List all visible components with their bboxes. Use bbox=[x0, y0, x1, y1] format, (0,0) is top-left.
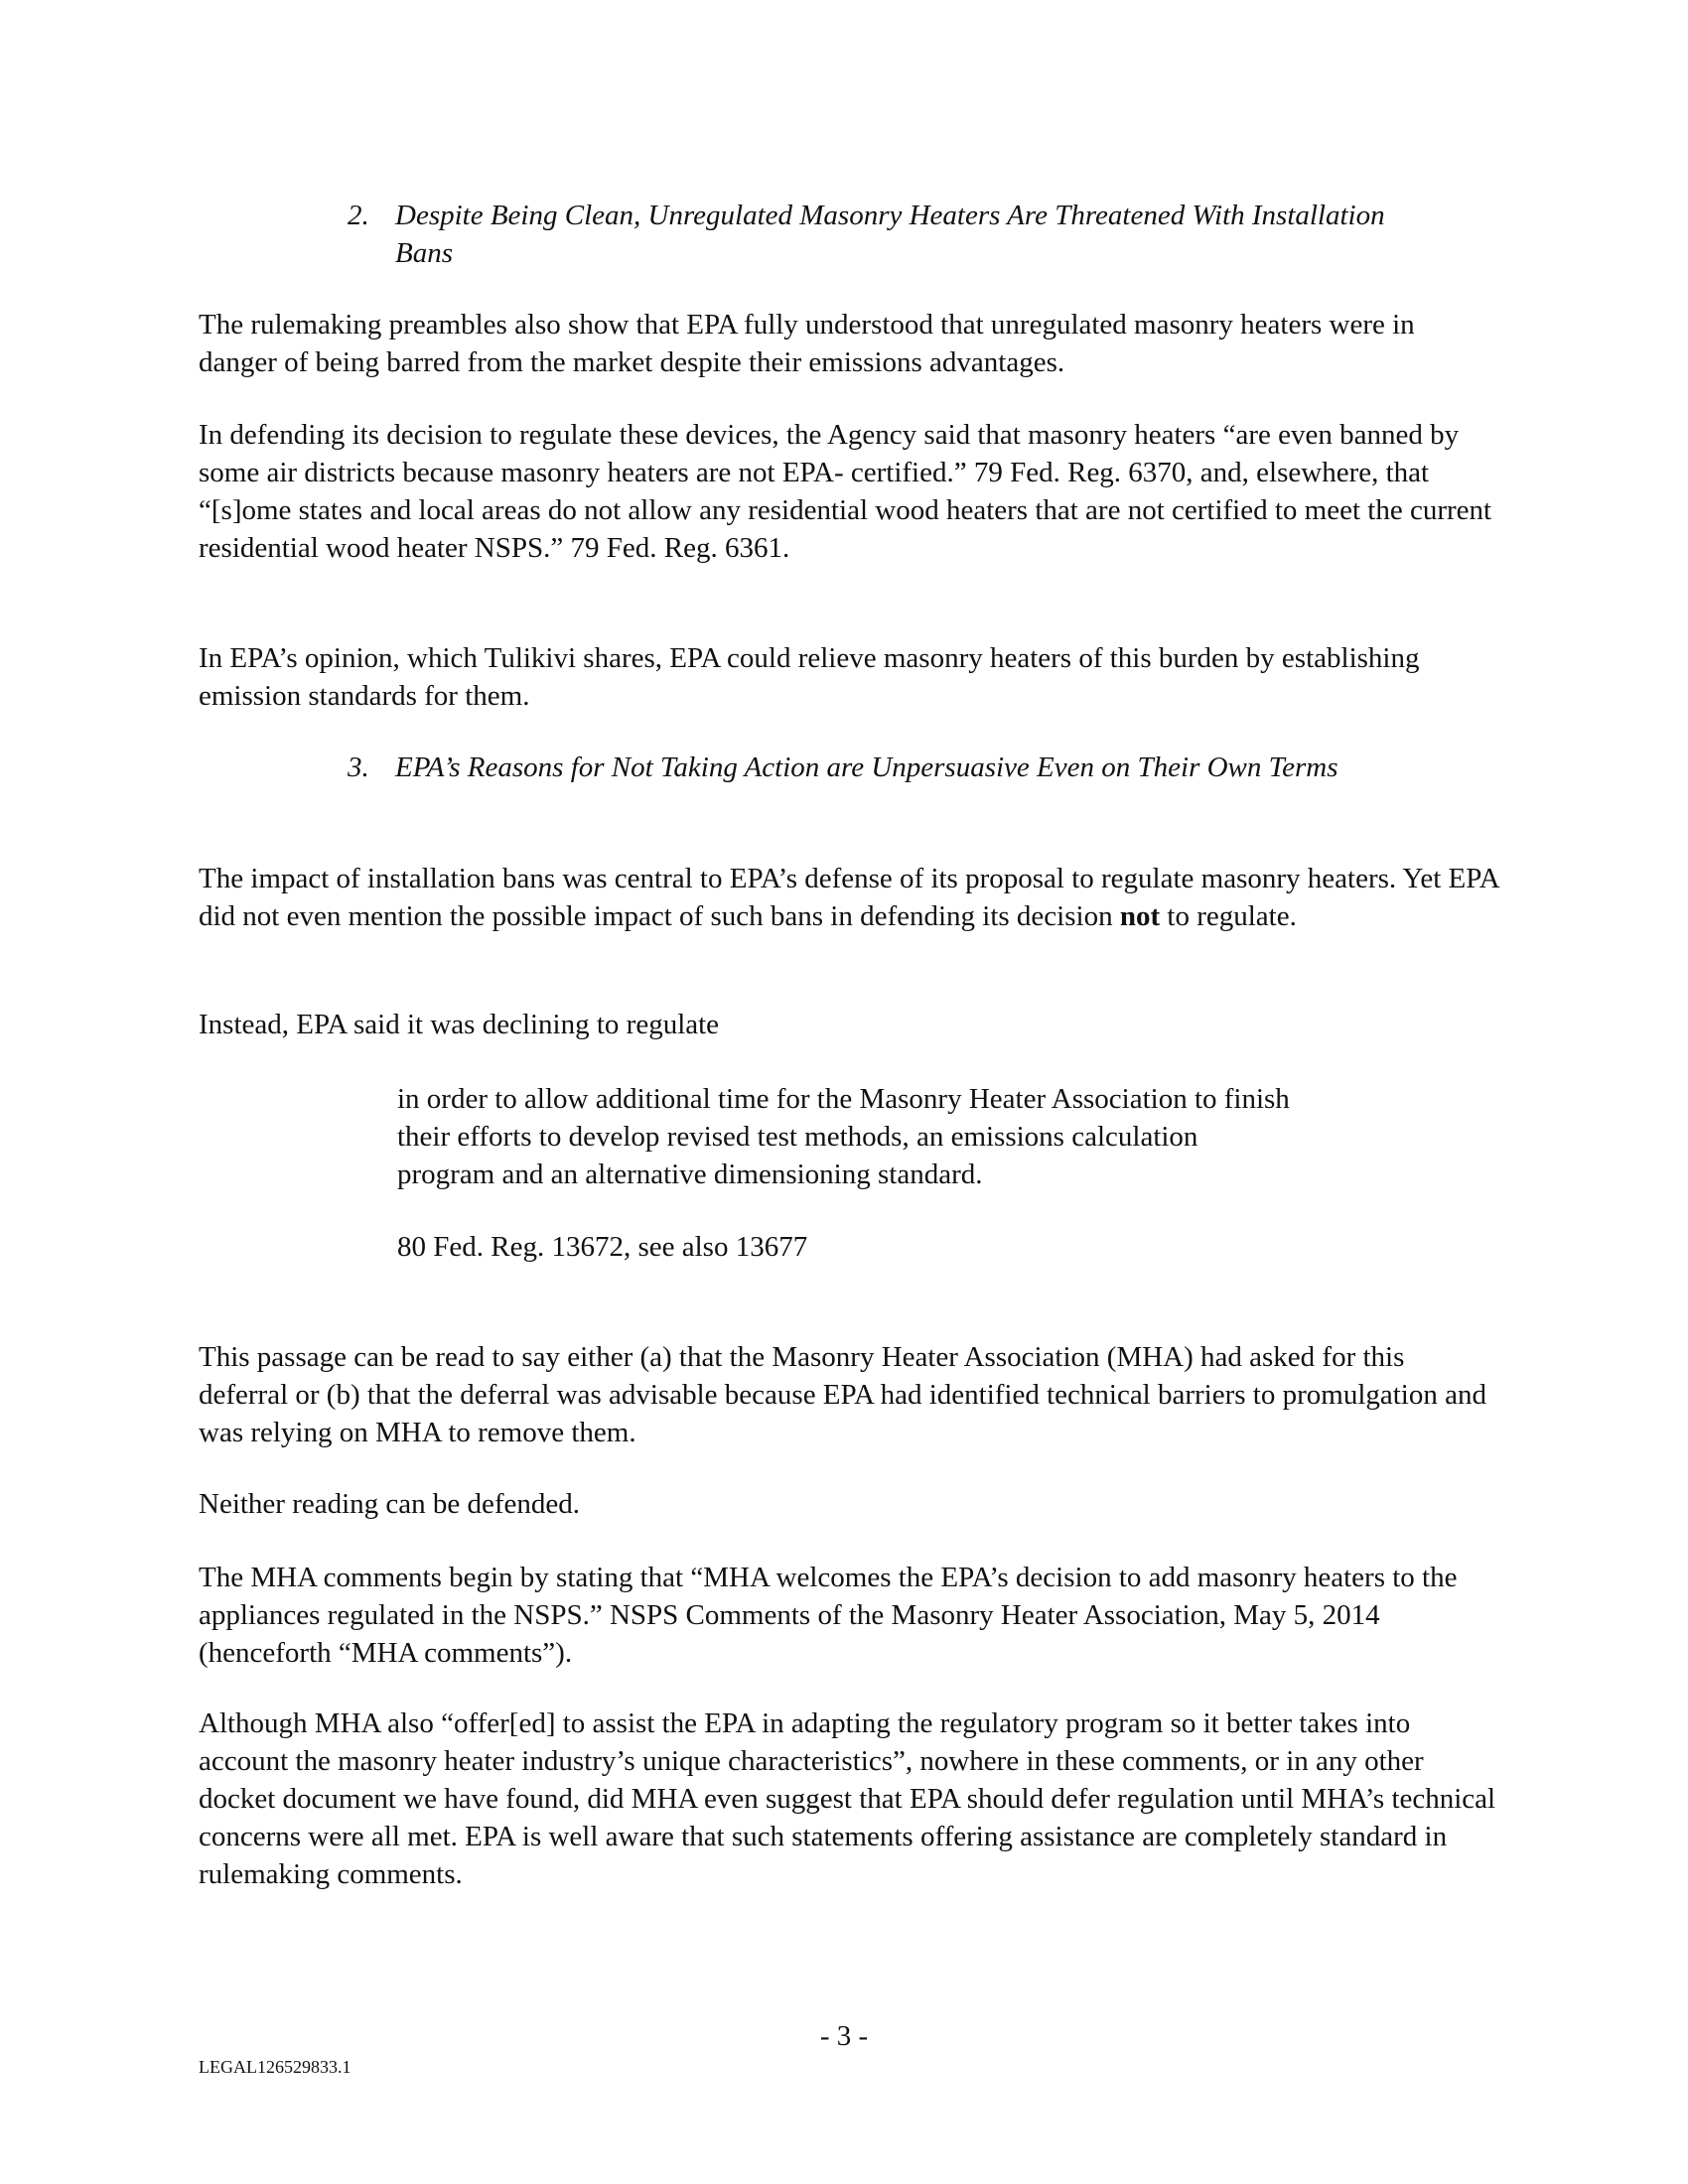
paragraph-rulemaking-preambles: The rulemaking preambles also show that EPA fully understood that unregulated masonry heaters were in danger of being barred from the market despite their emissions advantages. bbox=[199, 309, 1415, 378]
paragraph-neither-reading: Neither reading can be defended. bbox=[199, 1488, 581, 1520]
text-run: to regulate. bbox=[1160, 900, 1297, 932]
block-quote: in order to allow additional time for the Masonry Heater Association to finish their efforts to develop revised test methods, an emissions calculation program and an alternative dimensioning standard. bbox=[397, 1083, 1290, 1190]
heading-text: Despite Being Clean, Unregulated Masonry Heaters Are Threatened With Installation Bans bbox=[395, 200, 1385, 269]
paragraph-instead: Instead, EPA said it was declining to regulate bbox=[199, 1009, 720, 1040]
heading-text: EPA’s Reasons for Not Taking Action are Unpersuasive Even on Their Own Terms bbox=[395, 751, 1338, 783]
document-id: LEGAL126529833.1 bbox=[199, 2057, 352, 2077]
paragraph-impact-of-bans bbox=[199, 860, 1499, 935]
section-heading-3 bbox=[348, 749, 1440, 786]
paragraph-although-mha: Although MHA also “offer[ed] to assist the EPA in adapting the regulatory program so it better takes into account the masonry heater industry’s unique characteristics”, nowhere in these comments, or in any other docket document we have found, did MHA even suggest that EPA should defer regulation until MHA’s technical concerns were all met. EPA is well aware that such statements offering assistance are completely standard in rulemaking comments. bbox=[199, 1707, 1496, 1890]
heading-number: 2. bbox=[348, 200, 369, 231]
quote-citation: 80 Fed. Reg. 13672, see also 13677 bbox=[397, 1231, 808, 1263]
paragraph-mha-comments: The MHA comments begin by stating that “MHA welcomes the EPA’s decision to add masonry heaters to the appliances regulated in the NSPS.” NSPS Comments of the Masonry Heater Association, May 5, 2014 (henceforth “MHA comments”). bbox=[199, 1562, 1458, 1669]
paragraph-defending-decision: In defending its decision to regulate these devices, the Agency said that masonry heaters “are even banned by some air districts because masonry heaters are not EPA- certified.” 79 Fed. Reg. 6370, and, elsewhere, that “[s]ome states and local areas do not allow any residential wood heaters that are not certified to meet the current residential wood heater NSPS.” 79 Fed. Reg. 6361. bbox=[199, 419, 1492, 564]
emphasis-not: not bbox=[1119, 900, 1161, 932]
paragraph-epa-opinion: In EPA’s opinion, which Tulikivi shares, EPA could relieve masonry heaters of this burden by establishing emission standards for them. bbox=[199, 642, 1420, 712]
section-heading-2 bbox=[348, 197, 1440, 272]
text-run: The impact of installation bans was central to EPA’s defense of its proposal to regulate masonry heaters. Yet EPA did not even mention the possible impact of such bans in defending its decision bbox=[199, 863, 1499, 932]
paragraph-passage-reading: This passage can be read to say either (a) that the Masonry Heater Association (MHA) had asked for this deferral or (b) that the deferral was advisable because EPA had identified technical barriers to promulgation and was relying on MHA to remove them. bbox=[199, 1341, 1486, 1448]
page-number: - 3 - bbox=[819, 2020, 869, 2052]
heading-number: 3. bbox=[348, 751, 369, 783]
